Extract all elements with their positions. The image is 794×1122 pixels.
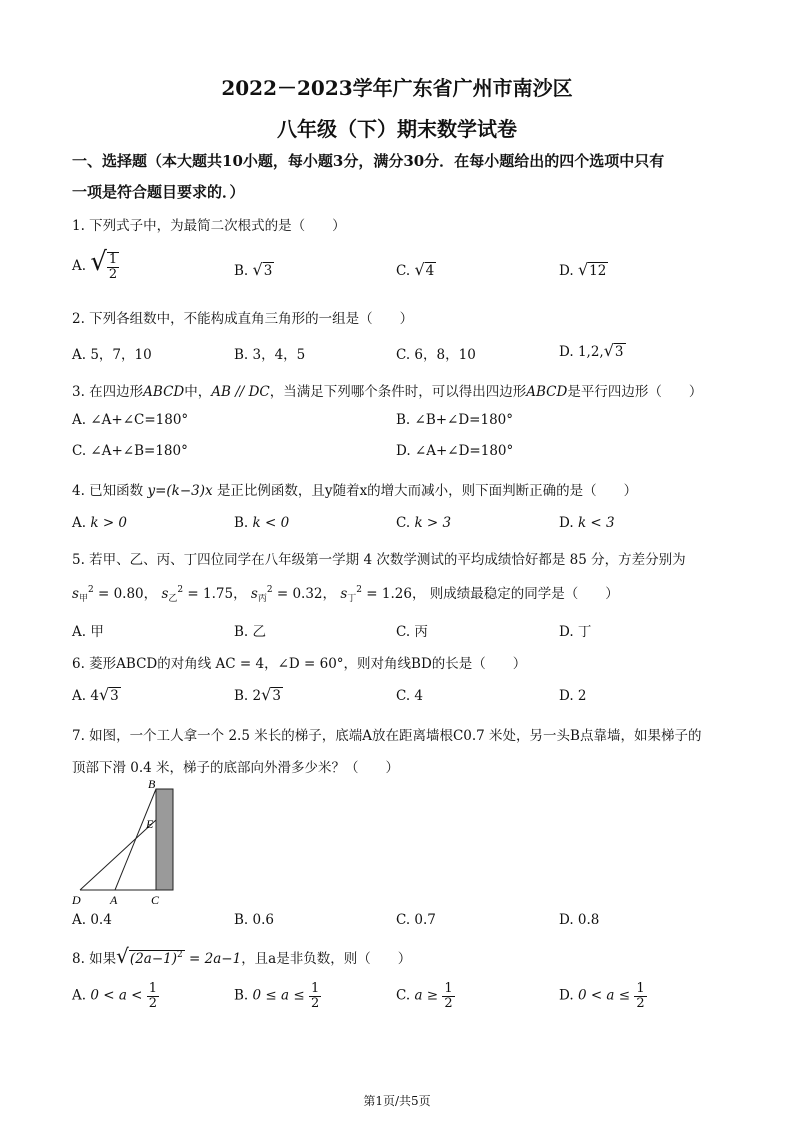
- q3-ab-dc: AB // DC: [211, 384, 270, 400]
- q3-option-a: A. ∠A+∠C=180°: [72, 412, 189, 428]
- q8-option-a: [72, 982, 159, 1010]
- q5-s2-val: = 1.75，: [183, 586, 247, 602]
- q5-stem-line2: [72, 582, 619, 604]
- label-c: C: [151, 893, 160, 907]
- q5-option-c: C. 丙: [396, 624, 428, 640]
- q1-option-d: D. √12: [559, 260, 607, 279]
- q1-c-radicand: 4: [425, 263, 435, 279]
- q5-s3-sub: 丙: [257, 594, 267, 604]
- q5-stem-post: 则成绩最稳定的同学是（ ）: [429, 586, 619, 602]
- q5-s2-sub: 乙: [168, 594, 178, 604]
- section-header-line2: 一项是符合题目要求的．）: [72, 183, 245, 201]
- q8-c-den: 2: [444, 995, 453, 1011]
- q5-option-a: A. 甲: [72, 624, 104, 640]
- q8-b-den: 2: [310, 995, 320, 1011]
- q1-stem: 1. 下列式子中，为最简二次根式的是（ ）: [72, 218, 346, 234]
- q2-d-values: 1,2,: [577, 344, 604, 360]
- q6-b-coef: 2: [252, 688, 262, 704]
- q5-s3-sq: 2: [266, 585, 273, 595]
- q4-option-c: [396, 515, 451, 531]
- q5-s1-val: = 0.80，: [93, 586, 158, 602]
- q2-option-b: B. 3，4，5: [234, 347, 306, 363]
- q8-exponent: 2: [177, 950, 183, 960]
- q8-stem-pre: 8. 如果: [72, 951, 117, 967]
- q8-option-a-label: A.: [72, 987, 87, 1004]
- q1-option-a-label: A.: [72, 258, 87, 274]
- q8-d-den: 2: [636, 995, 645, 1011]
- paper-title-line2: 八年级（下）期末数学试卷: [277, 117, 517, 141]
- q8-radicand: (2a−1): [129, 951, 177, 967]
- q5-s1-sub: 甲: [78, 594, 88, 604]
- q5-s1-sq: 2: [87, 585, 94, 595]
- q2-option-d: D. 1,2,√3: [559, 341, 624, 360]
- q2-option-c: C. 6，8，10: [396, 347, 476, 363]
- q1-option-d-label: D.: [559, 263, 574, 279]
- q3-stem-pre: 3. 在四边形: [72, 384, 144, 400]
- q5-s4-sub: 丁: [347, 594, 357, 604]
- q1-a-den: 2: [108, 266, 118, 282]
- q7-option-d: D. 0.8: [559, 912, 600, 928]
- q3-stem: [72, 380, 702, 400]
- q6-a-radicand: 3: [110, 688, 119, 704]
- label-a: A: [110, 893, 118, 907]
- q4-option-b-label: B.: [234, 515, 249, 531]
- q6-option-d: D. 2: [559, 688, 587, 704]
- q5-s1: s: [72, 586, 79, 602]
- q3-abcd-2: ABCD: [526, 384, 568, 400]
- q6-a-coef: 4: [90, 688, 99, 704]
- q4-stem-post: 是正比例函数，且y随着x的增大而减小，则下面判断正确的是（ ）: [216, 483, 638, 499]
- q6-option-a: A. 4√3: [72, 685, 119, 704]
- label-b: B: [148, 777, 156, 791]
- q8-d-expr: 0 < a ≤: [577, 987, 631, 1004]
- q8-option-d: [559, 982, 647, 1010]
- q6-option-c: C. 4: [396, 688, 424, 704]
- q8-d-num: 1: [636, 981, 645, 996]
- q8-c-num: 1: [444, 981, 453, 996]
- q2-stem: 2. 下列各组数中，不能构成直角三角形的一组是（ ）: [72, 311, 414, 327]
- q1-option-b: B. √3: [234, 260, 273, 279]
- q8-equation: = 2a−1: [189, 951, 242, 967]
- q6-b-radicand: 3: [272, 688, 281, 704]
- q5-option-b: B. 乙: [234, 624, 267, 640]
- q1-a-num: 1: [108, 251, 118, 267]
- q4-stem: [72, 479, 637, 499]
- q8-stem-post: ，且a是非负数，则（ ）: [241, 951, 412, 967]
- q4-option-d-label: D.: [559, 515, 574, 531]
- q5-s4: s: [340, 586, 348, 602]
- q8-option-d-label: D.: [559, 987, 574, 1004]
- q4-option-a: [72, 515, 127, 531]
- q3-stem-mid1: 中，: [184, 384, 212, 400]
- label-d: D: [72, 893, 81, 907]
- q8-option-c: [396, 982, 455, 1010]
- q2-d-radicand: 3: [614, 344, 624, 360]
- q5-s2: s: [161, 586, 169, 602]
- q4-stem-pre: 4. 已知函数: [72, 483, 144, 499]
- q3-option-d: D. ∠A+∠D=180°: [396, 443, 514, 459]
- q7-option-a: A. 0.4: [72, 912, 112, 928]
- q8-a-den: 2: [148, 995, 158, 1011]
- q5-stem-line1: 5. 若甲、乙、丙、丁四位同学在八年级第一学期 4 次数学测试的平均成绩恰好都是 85 分，方差分别为: [72, 552, 686, 568]
- q5-s3: s: [250, 586, 258, 602]
- ladder-figure: [68, 776, 188, 908]
- q7-stem-line1: 7. 如图，一个工人拿一个 2.5 米长的梯子，底端A放在距离墙根C0.7 米处，另一头B点靠墙，如果梯子的: [72, 728, 702, 744]
- q8-a-num: 1: [148, 981, 158, 996]
- q3-stem-post: 是平行四边形（ ）: [567, 384, 703, 400]
- q6-option-b: B. 2√3: [234, 685, 281, 704]
- q1-option-a: A. √ $\frac{1}{2}$: [72, 247, 118, 282]
- q4-a-expr: k > 0: [90, 515, 128, 531]
- ladder-de: [80, 820, 156, 890]
- q1-option-c: C. √4: [396, 260, 435, 279]
- q3-abcd: ABCD: [143, 384, 185, 400]
- q1-b-radicand: 3: [263, 263, 273, 279]
- q8-option-b: [234, 982, 321, 1010]
- q6-option-b-label: B.: [234, 688, 249, 704]
- q8-a-expr: 0 < a <: [90, 987, 143, 1004]
- q2-option-a: A. 5，7，10: [72, 347, 152, 363]
- q4-option-b: [234, 515, 289, 531]
- q6-stem: 6. 菱形ABCD的对角线 AC = 4，∠D = 60°，则对角线BD的长是（ ）: [72, 656, 527, 672]
- q3-option-b: B. ∠B+∠D=180°: [396, 412, 514, 428]
- q7-option-c: C. 0.7: [396, 912, 436, 928]
- wall-rect: [156, 789, 173, 890]
- q4-b-expr: k < 0: [252, 515, 290, 531]
- q5-option-d: D. 丁: [559, 624, 592, 640]
- q4-option-c-label: C.: [396, 515, 411, 531]
- q4-d-expr: k < 3: [577, 515, 615, 531]
- q5-s2-sq: 2: [177, 585, 184, 595]
- q1-d-radicand: 12: [589, 263, 607, 279]
- q4-function: y=(k−3)x: [147, 483, 213, 499]
- page-footer: 第1页/共5页: [363, 1094, 431, 1108]
- label-e: E: [146, 817, 154, 831]
- q4-option-d: [559, 515, 615, 531]
- q5-s4-val: = 1.26，: [362, 586, 426, 602]
- q3-stem-mid2: ，当满足下列哪个条件时，可以得出四边形: [269, 384, 527, 400]
- q1-option-c-label: C.: [396, 263, 411, 279]
- q5-s3-val: = 0.32，: [272, 586, 337, 602]
- q8-b-expr: 0 ≤ a ≤: [252, 987, 305, 1004]
- q5-s4-sq: 2: [356, 585, 362, 595]
- paper-title-line1: 2022－2023学年广东省广州市南沙区: [221, 76, 573, 100]
- q6-option-a-label: A.: [72, 688, 87, 704]
- q1-option-b-label: B.: [234, 263, 249, 279]
- q8-c-expr: a ≥: [414, 987, 439, 1004]
- q3-option-c: C. ∠A+∠B=180°: [72, 443, 188, 459]
- q4-option-a-label: A.: [72, 515, 87, 531]
- q7-option-b: B. 0.6: [234, 912, 274, 928]
- q8-b-num: 1: [310, 981, 320, 996]
- q8-stem: 8. 如果$√(2a-1)^2 = 2a-1$，且a是非负数，则（ ）: [72, 944, 412, 968]
- q2-option-d-label: D.: [559, 344, 574, 360]
- section-header-line1: 一、选择题（本大题共10小题，每小题3分，满分30分．在每小题给出的四个选项中只有: [72, 152, 665, 170]
- q8-option-b-label: B.: [234, 987, 249, 1004]
- q4-c-expr: k > 3: [414, 515, 452, 531]
- q7-stem-line2: 顶部下滑 0.4 米，梯子的底部向外滑多少米？（ ）: [72, 760, 400, 776]
- q8-option-c-label: C.: [396, 987, 411, 1004]
